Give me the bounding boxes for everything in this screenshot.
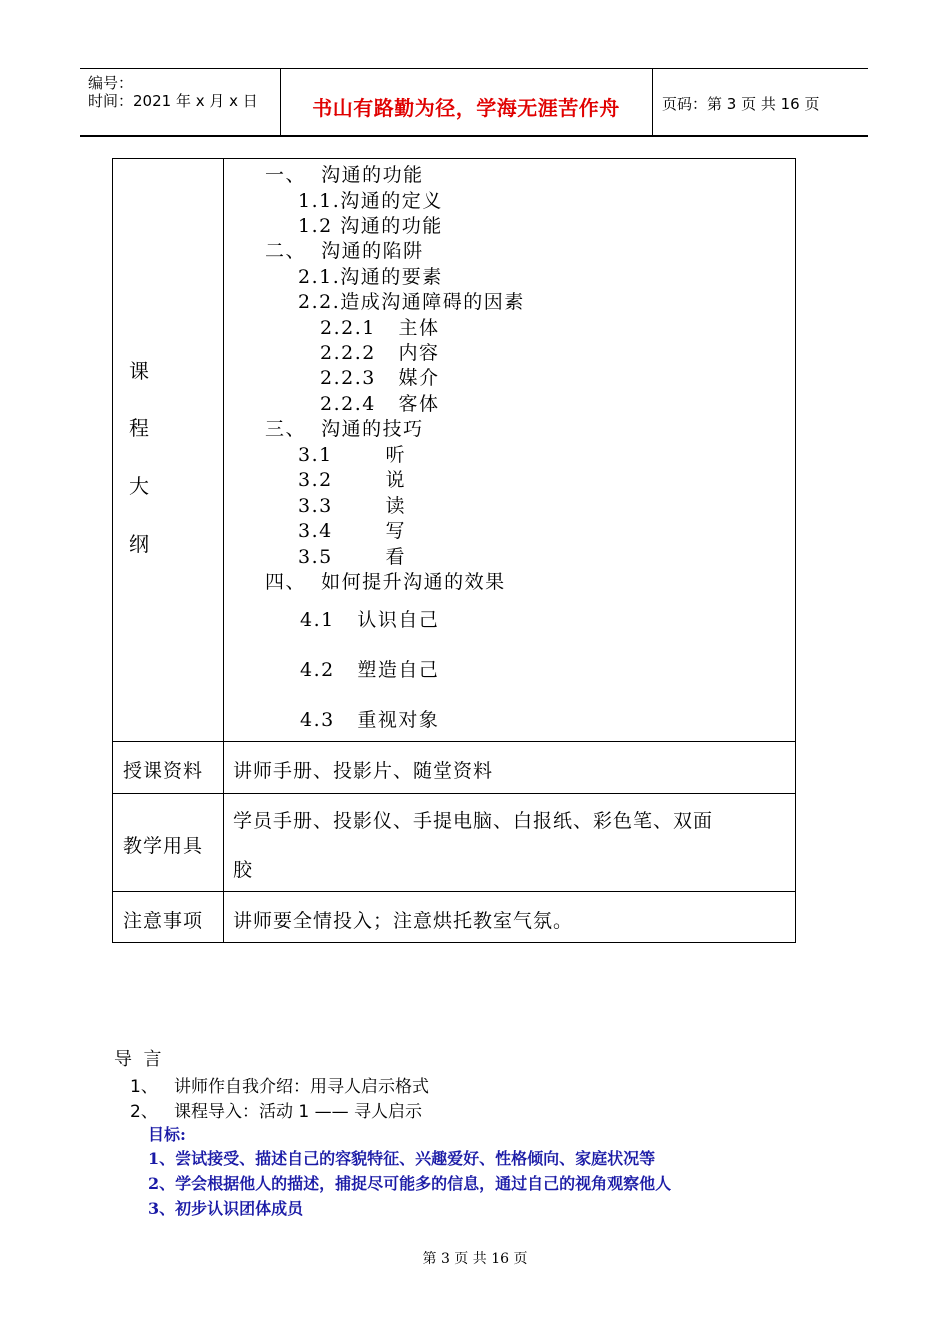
header-divider — [652, 68, 653, 135]
outline-item: 2.1.沟通的要素 — [298, 266, 443, 288]
header-top-rule — [80, 68, 868, 69]
header-serial: 编号： — [88, 74, 134, 92]
outline-item: 3.1 听 — [298, 444, 406, 466]
outline-subitem: 2.2.3 媒介 — [320, 367, 440, 389]
intro-title: 导 言 — [114, 1049, 162, 1070]
outline-item: 4.2 塑造自己 — [300, 659, 440, 681]
course-table — [112, 158, 796, 943]
column-divider — [223, 159, 224, 942]
intro-item: 1、 讲师作自我介绍：用寻人启示格式 — [130, 1077, 430, 1097]
outline-subitem: 2.2.4 客体 — [320, 393, 440, 415]
outline-item: 3.2 说 — [298, 469, 406, 491]
outline-item: 4.1 认识自己 — [300, 609, 440, 631]
outline-item: 1.2 沟通的功能 — [298, 215, 443, 237]
outline-section: 一、 沟通的功能 — [265, 164, 424, 186]
outline-section: 三、 沟通的技巧 — [265, 418, 424, 440]
header-bottom-rule — [80, 135, 868, 137]
materials-label: 授课资料 — [123, 760, 204, 782]
row-divider — [113, 793, 795, 794]
page-footer: 第 3 页 共 16 页 — [422, 1251, 528, 1267]
intro-item: 2、 课程导入：活动 1 —— 寻人启示 — [130, 1102, 423, 1122]
goals-label: 目标: — [148, 1125, 186, 1144]
header-time: 时间：2021 年 x 月 x 日 — [88, 92, 258, 110]
outline-subitem: 2.2.2 内容 — [320, 342, 440, 364]
goal-item: 3、初步认识团体成员 — [148, 1199, 304, 1218]
tools-value-cont: 胶 — [233, 859, 254, 881]
outline-label-char: 课 — [129, 359, 149, 383]
outline-label-char: 大 — [129, 474, 149, 498]
header-page-number: 页码：第 3 页 共 16 页 — [662, 95, 820, 113]
outline-label-char: 程 — [129, 416, 149, 440]
outline-section: 二、 沟通的陷阱 — [265, 240, 424, 262]
outline-subitem: 2.2.1 主体 — [320, 317, 440, 339]
outline-item: 3.4 写 — [298, 520, 406, 542]
outline-item: 4.3 重视对象 — [300, 709, 440, 731]
outline-label-char: 纲 — [129, 532, 149, 556]
tools-label: 教学用具 — [123, 835, 204, 857]
tools-value: 学员手册、投影仪、手提电脑、白报纸、彩色笔、双面 — [233, 810, 714, 832]
outline-item: 1.1.沟通的定义 — [298, 190, 443, 212]
materials-value: 讲师手册、投影片、随堂资料 — [233, 760, 494, 782]
outline-item: 3.3 读 — [298, 495, 406, 517]
outline-item: 3.5 看 — [298, 546, 406, 568]
header-motto: 书山有路勤为径，学海无涯苦作舟 — [312, 96, 620, 120]
goal-item: 2、学会根据他人的描述，捕捉尽可能多的信息，通过自己的视角观察他人 — [148, 1174, 672, 1193]
outline-item: 2.2.造成沟通障碍的因素 — [298, 291, 525, 313]
row-divider — [113, 891, 795, 892]
goal-item: 1、尝试接受、描述自己的容貌特征、兴趣爱好、性格倾向、家庭状况等 — [148, 1149, 656, 1168]
notes-label: 注意事项 — [123, 910, 204, 932]
row-divider — [113, 741, 795, 742]
notes-value: 讲师要全情投入；注意烘托教室气氛。 — [233, 910, 574, 932]
outline-section: 四、 如何提升沟通的效果 — [265, 571, 506, 593]
